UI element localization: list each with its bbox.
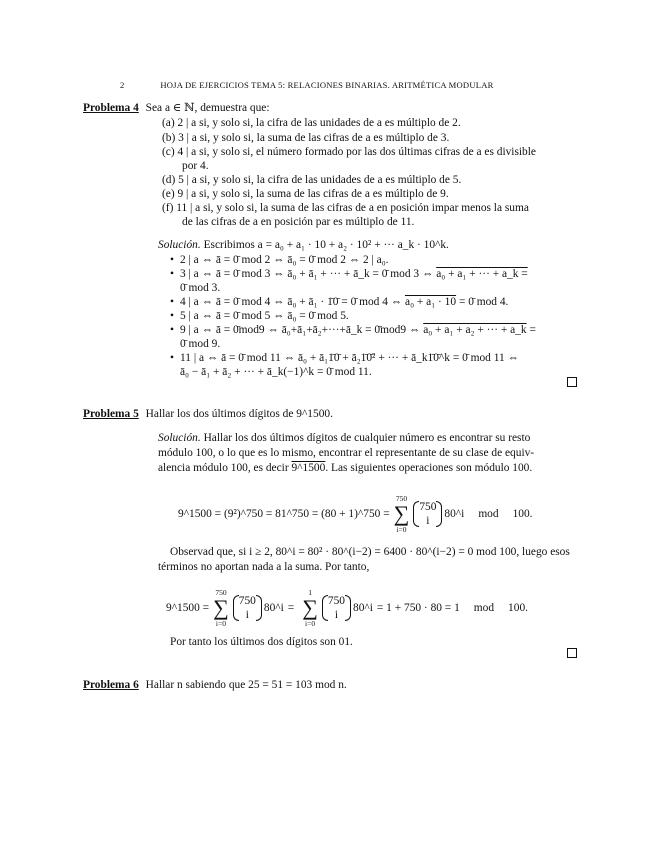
problem-5-title: Problema 5 xyxy=(83,408,139,420)
observation-line1: Observad que, si i ≥ 2, 80^i = 80² · 80^(i−2) = 6400 · 80^(i−2) = 0 mod 100, luego esos xyxy=(170,546,570,558)
problem-5-conclusion: Por tanto los últimos dos dígitos son 01. xyxy=(170,636,353,648)
modulus: 100. xyxy=(508,601,528,614)
qed-square-icon xyxy=(567,377,577,387)
running-header xyxy=(120,78,550,93)
problem-6-statement: Hallar n sabiendo que 25 = 51 = 103 mod n. xyxy=(145,679,347,691)
problem-4-item-f: (f) 11 | a si, y solo si, la suma de las cifras de a en posición impar menos la suma xyxy=(162,202,529,214)
sum-upper-limit-2: 1 xyxy=(308,588,312,597)
sum-upper-limit: 750 xyxy=(215,588,227,597)
bullet-4-overline: a₀ + a₁ · 10 xyxy=(405,296,457,308)
sum-lower-limit-2: i=0 xyxy=(305,619,316,628)
sigma-icon: ∑ xyxy=(302,595,318,620)
problem-4-intro: Sea a ∈ ℕ, demuestra que: xyxy=(145,102,270,114)
binomial-coefficient xyxy=(413,500,442,528)
problem-6-heading xyxy=(83,678,347,693)
problem-5-solution-line1 xyxy=(158,431,530,446)
eq2-right: = 1 + 750 · 80 = 1 xyxy=(376,601,460,614)
equation-1 xyxy=(178,494,533,534)
equation-2 xyxy=(166,588,528,628)
solution-text: Hallar los dos últimos dígitos de cualquier número es encontrar su resto xyxy=(203,432,531,444)
sigma-icon: ∑ xyxy=(213,595,229,620)
binomial-coefficient-2 xyxy=(322,594,351,622)
problem-4-item-c: (c) 4 | a si, y solo si, el número formado por las dos últimas cifras de a es divisible xyxy=(162,146,536,158)
binom-top: 750 xyxy=(238,595,256,607)
mod-word: mod xyxy=(473,601,495,614)
bullet-9-overline: a₀ + a₁ + a₂ + ··· + a_k xyxy=(423,324,527,336)
eq2-term: 80^i xyxy=(263,601,284,614)
bullet-4-end: = 0̄ mod 4. xyxy=(458,296,509,308)
eq2-term-2: 80^i xyxy=(353,601,373,614)
modulus: 100. xyxy=(512,507,533,520)
problem-5-heading xyxy=(83,407,333,422)
running-title: HOJA DE EJERCICIOS TEMA 5: RELACIONES BINARIAS. ARITMÉTICA MODULAR xyxy=(160,80,494,90)
summation-symbol xyxy=(213,588,229,628)
solution-label: Solución. xyxy=(158,239,201,251)
bullet-4 xyxy=(180,295,508,310)
problem-5-statement: Hallar los dos últimos dígitos de 9^1500. xyxy=(145,408,333,420)
problem-4-item-a: (a) 2 | a si, y solo si, la cifra de las unidades de a es múltiplo de 2. xyxy=(162,117,461,129)
problem-4-item-d: (d) 5 | a si, y solo si, la cifra de las unidades de a es múltiplo de 5. xyxy=(162,174,462,186)
sum-lower-limit: i=0 xyxy=(396,525,407,534)
problem-4-title: Problema 4 xyxy=(83,102,139,114)
bullet-5: • 5 | a ⇔ ā = 0̄ mod 5 ⇔ ā₀ = 0̄ mod 5. xyxy=(180,309,349,324)
bullet-11-cont: ā₀ − ā₁ + ā₂ + ··· + ā_k(−1)^k = 0̄ mod 11. xyxy=(180,366,372,378)
problem-4-heading xyxy=(83,101,270,116)
binom-top: 750 xyxy=(419,501,437,513)
bullet-9-text: 9 | a ⇔ ā = 0̄mod9 ⇔ ā₀+ā₁+ā₂+···+ā_k = 0̄mod9 ⇔ xyxy=(180,324,421,336)
eq1-term: 80^i xyxy=(444,507,465,520)
summation-symbol-2 xyxy=(302,588,318,628)
problem-4-solution-intro xyxy=(158,238,449,253)
equals-sign: = xyxy=(287,601,295,614)
eq1-left: 9^1500 = (9²)^750 = 81^750 = (80 + 1)^750 = xyxy=(178,507,390,520)
solution-intro-text: Escribimos a = a₀ + a₁ · 10 + a₂ · 10² + ··· a_k · 10^k. xyxy=(203,239,449,251)
bullet-3 xyxy=(180,267,528,282)
sum-upper-limit: 750 xyxy=(395,494,408,503)
bullet-4-text: 4 | a ⇔ ā = 0̄ mod 4 ⇔ ā₀ + ā₁ · 1̄0̄ = 0̄ mod 4 ⇔ xyxy=(180,296,403,308)
bullet-9 xyxy=(180,323,536,338)
problem-5-solution-line3 xyxy=(158,461,532,476)
mod-word: mod xyxy=(478,507,499,520)
binom-bottom: i xyxy=(334,609,339,621)
binom-bottom: i xyxy=(426,515,430,527)
bullet-11: • 11 | a ⇔ ā = 0̄ mod 11 ⇔ ā₀ + ā₁1̄0̄ + ā₂1̄0̄² + ··· + ā_k1̄0̄^k = 0̄ mod 11 ⇔ xyxy=(180,351,519,366)
bullet-3-overline: a₀ + a₁ + ··· + a_k = xyxy=(436,268,528,280)
bullet-3-text: 3 | a ⇔ ā = 0̄ mod 3 ⇔ ā₀ + ā₁ + ··· + ā_k = 0̄ mod 3 ⇔ xyxy=(180,268,434,280)
bullet-9-eq: = xyxy=(529,324,536,336)
binomial-coefficient xyxy=(233,594,262,622)
problem-5-solution-line2: módulo 100, o lo que es lo mismo, encontrar el representante de su clase de equiv- xyxy=(158,447,535,459)
binom-top: 750 xyxy=(327,595,345,607)
problem-4-item-e: (e) 9 | a si, y solo si, la suma de las cifras de a es múltiplo de 9. xyxy=(162,188,449,200)
bullet-2: • 2 | a ⇔ ā = 0̄ mod 2 ⇔ ā₀ = 0̄ mod 2 ⇔ 2 | a₀. xyxy=(180,253,389,268)
eq2-left: 9^1500 = xyxy=(166,601,210,614)
bullet-9-cont: 0̄ mod 9. xyxy=(180,338,221,350)
problem-4-item-c-cont: por 4. xyxy=(182,160,209,172)
problem-4-item-f-cont: de las cifras de a en posición par es múltiplo de 11. xyxy=(182,216,415,228)
sum-lower-limit: i=0 xyxy=(215,619,226,628)
problem-4-item-b: (b) 3 | a si, y solo si, la suma de las cifras de a es múltiplo de 3. xyxy=(162,132,450,144)
page-number: 2 xyxy=(120,80,125,90)
bullet-3-cont: 0̄ mod 3. xyxy=(180,282,221,294)
solution-text: alencia módulo 100, es decir xyxy=(158,462,289,474)
solution-label: Solución. xyxy=(158,432,201,444)
solution-text-end: . Las siguientes operaciones son módulo 100. xyxy=(325,462,533,474)
sigma-icon: ∑ xyxy=(393,501,410,526)
observation-line2: términos no aportan nada a la suma. Por tanto, xyxy=(158,561,370,573)
qed-square-icon xyxy=(567,648,577,658)
class-representative: 9^1500 xyxy=(291,462,326,474)
problem-6-title: Problema 6 xyxy=(83,679,139,691)
binom-bottom: i xyxy=(245,609,249,621)
summation-symbol xyxy=(394,494,410,534)
